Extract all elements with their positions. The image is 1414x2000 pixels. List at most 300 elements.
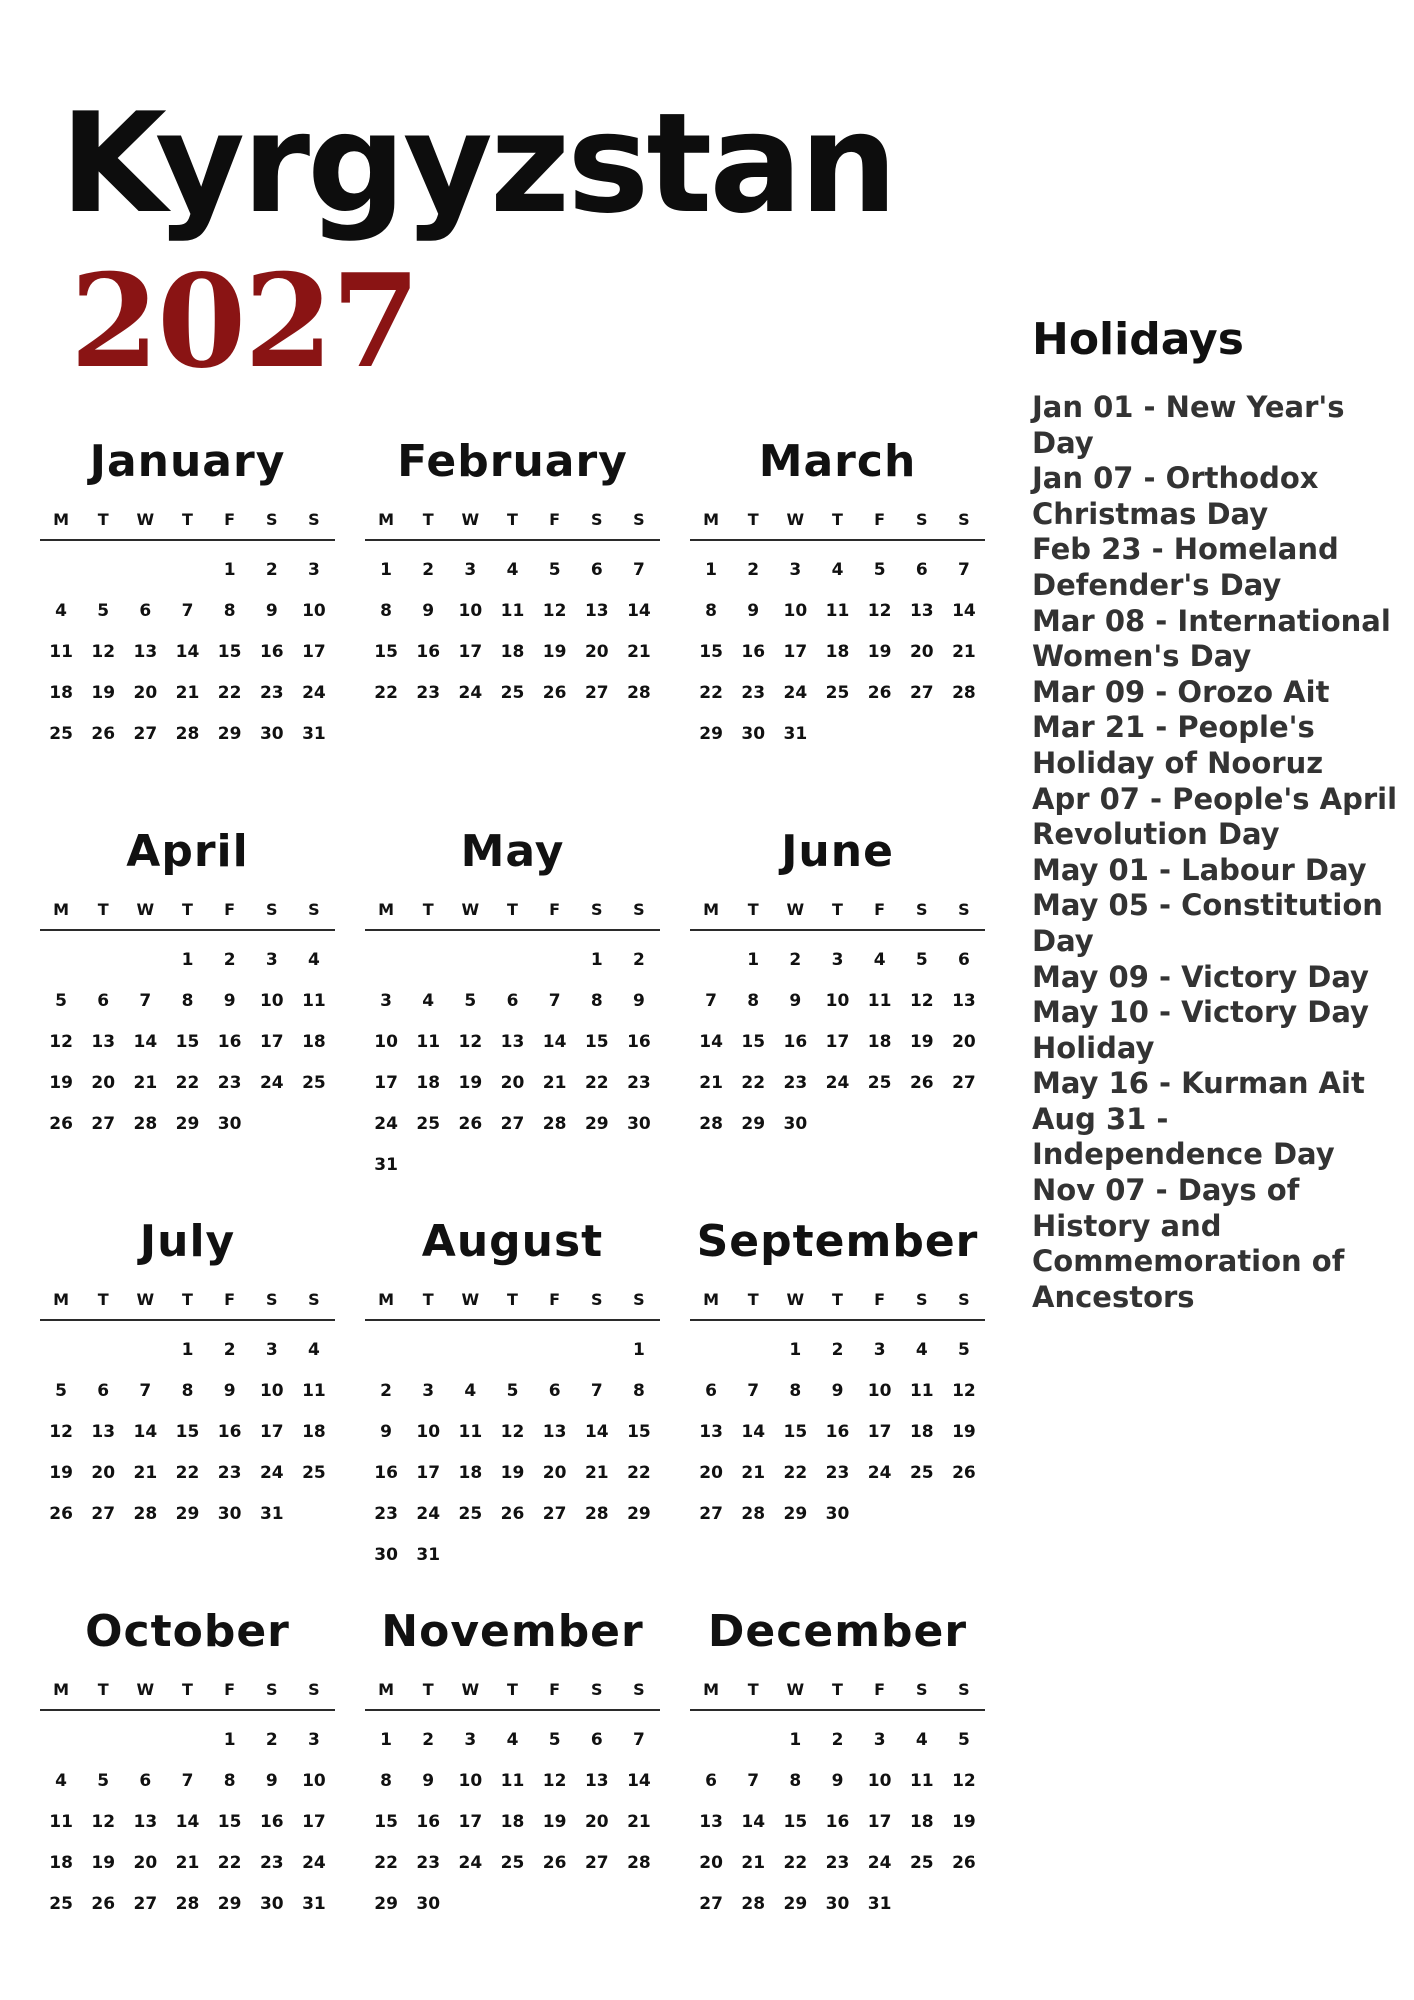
day-cell: 23 — [627, 1073, 651, 1093]
holiday-item: Jan 01 - New Year's Day — [1032, 390, 1345, 460]
day-cell: 1 — [632, 1340, 645, 1360]
day-cell: 17 — [259, 1032, 284, 1052]
day-cell: 20 — [952, 1032, 976, 1052]
empty-day-cell — [40, 550, 82, 591]
day-cell: 12 — [542, 601, 567, 621]
day-cell: 6 — [139, 601, 152, 621]
day-cell: 23 — [217, 1463, 242, 1483]
day-cell: 20 — [91, 1463, 116, 1483]
day-cell: 15 — [374, 1812, 398, 1832]
day-cell: 22 — [217, 683, 242, 703]
weekday-header-row — [365, 900, 660, 931]
day-cell: 3 — [265, 950, 278, 970]
day-cell: 14 — [175, 1812, 200, 1832]
day-cell: 26 — [49, 1504, 73, 1524]
day-cell: 14 — [133, 1032, 158, 1052]
day-cell: 20 — [584, 1812, 609, 1832]
day-cell: 13 — [133, 642, 158, 662]
day-cell: 17 — [458, 1812, 483, 1832]
weekday-header: T — [507, 510, 518, 529]
day-cell: 6 — [590, 1730, 603, 1750]
weekday-header: S — [266, 900, 278, 919]
day-cell: 4 — [873, 950, 886, 970]
weekday-header-row — [690, 1290, 985, 1321]
day-cell: 27 — [133, 724, 158, 744]
day-cell: 28 — [584, 1504, 609, 1524]
day-cell: 11 — [909, 1381, 934, 1401]
day-cell: 13 — [584, 1771, 609, 1791]
weekday-header: T — [422, 510, 434, 529]
day-cell: 2 — [422, 560, 435, 580]
day-cell: 15 — [584, 1032, 609, 1052]
weekday-header: M — [53, 900, 70, 919]
day-cell: 21 — [699, 1073, 723, 1093]
day-cell: 9 — [265, 1771, 278, 1791]
day-cell: 19 — [867, 642, 892, 662]
weekday-header: F — [224, 510, 236, 529]
day-cell: 10 — [783, 601, 808, 621]
holiday-item: Mar 21 - People's Holiday of Nooruz — [1032, 710, 1324, 780]
weekday-header: T — [507, 1290, 518, 1309]
day-cell: 10 — [867, 1381, 892, 1401]
weekday-header: S — [308, 510, 320, 529]
weekday-header: T — [182, 1680, 193, 1699]
day-cell: 22 — [783, 1853, 808, 1873]
day-cell: 7 — [632, 560, 645, 580]
day-cell: 2 — [747, 560, 760, 580]
day-cell: 2 — [380, 1381, 392, 1401]
empty-day-cell — [534, 940, 576, 981]
weekday-header: S — [958, 1680, 970, 1699]
day-cell: 8 — [747, 991, 760, 1011]
day-cell: 31 — [259, 1504, 284, 1524]
day-cell: 3 — [380, 991, 392, 1011]
weekday-header: W — [461, 510, 480, 529]
day-cell: 17 — [302, 642, 326, 662]
day-cell: 27 — [91, 1114, 116, 1134]
weekday-header: W — [786, 900, 805, 919]
day-cell: 17 — [302, 1812, 326, 1832]
empty-day-cell — [124, 1720, 166, 1761]
day-cell: 18 — [867, 1032, 892, 1052]
weekday-header: T — [507, 900, 518, 919]
day-cell: 6 — [506, 991, 519, 1011]
day-cell: 4 — [506, 560, 519, 580]
day-cell: 27 — [91, 1504, 116, 1524]
month-name: May — [460, 826, 565, 877]
empty-day-cell — [124, 940, 166, 981]
day-cell: 1 — [789, 1340, 802, 1360]
day-cell: 3 — [307, 560, 320, 580]
day-cell: 18 — [825, 642, 850, 662]
day-cell: 5 — [957, 1340, 970, 1360]
holiday-item: Apr 07 - People's April Revolution Day — [1032, 781, 1398, 852]
weekday-header: S — [958, 1290, 970, 1309]
day-cell: 7 — [957, 560, 970, 580]
day-cell: 1 — [789, 1730, 802, 1750]
day-cell: 7 — [747, 1381, 760, 1401]
empty-day-cell — [534, 1330, 576, 1371]
day-cell: 25 — [909, 1463, 934, 1483]
holiday-item: May 01 - Labour Day — [1032, 852, 1367, 887]
day-cell: 29 — [783, 1504, 808, 1524]
day-cell: 10 — [867, 1771, 892, 1791]
day-cell: 6 — [915, 560, 928, 580]
weekday-header: S — [308, 900, 320, 919]
day-cell: 20 — [699, 1853, 723, 1873]
day-cell: 11 — [825, 601, 850, 621]
day-cell: 26 — [500, 1504, 525, 1524]
day-cell: 24 — [259, 1073, 284, 1093]
day-cell: 1 — [590, 950, 603, 970]
day-cell: 14 — [175, 642, 200, 662]
day-cell: 25 — [302, 1073, 326, 1093]
day-cell: 12 — [49, 1032, 73, 1052]
day-cell: 5 — [506, 1381, 519, 1401]
empty-day-cell — [82, 1720, 124, 1761]
weekday-header: F — [874, 1290, 886, 1309]
weekday-header-row — [690, 1680, 985, 1711]
weekday-header: W — [461, 1680, 480, 1699]
day-cell: 22 — [783, 1463, 808, 1483]
day-cell: 28 — [133, 1114, 158, 1134]
day-cell: 12 — [867, 601, 892, 621]
day-cell: 7 — [747, 1771, 760, 1791]
day-cell: 9 — [380, 1422, 392, 1442]
day-cell: 25 — [500, 1853, 525, 1873]
day-cell: 25 — [458, 1504, 483, 1524]
weekday-header: F — [874, 900, 886, 919]
weekday-header: W — [786, 1680, 805, 1699]
weekday-header: F — [549, 510, 561, 529]
day-cell: 26 — [91, 1894, 116, 1914]
day-cell: 17 — [374, 1073, 398, 1093]
empty-day-cell — [166, 1720, 208, 1761]
day-cell: 28 — [133, 1504, 158, 1524]
day-cell: 26 — [542, 1853, 567, 1873]
weekday-header: T — [747, 1680, 759, 1699]
day-cell: 12 — [91, 1812, 116, 1832]
day-cell: 25 — [416, 1114, 441, 1134]
day-cell: 19 — [542, 1812, 567, 1832]
weekday-header: W — [786, 1290, 805, 1309]
day-cell: 8 — [223, 601, 236, 621]
holiday-item: Mar 09 - Orozo Ait — [1032, 674, 1330, 709]
month-september — [690, 1216, 985, 1610]
day-cell: 10 — [458, 601, 483, 621]
day-cell: 27 — [584, 683, 609, 703]
month-july — [40, 1216, 335, 1610]
weekday-header: T — [182, 1290, 193, 1309]
day-cell: 19 — [49, 1073, 73, 1093]
day-cell: 15 — [217, 1812, 242, 1832]
day-cell: 27 — [542, 1504, 567, 1524]
day-cell: 28 — [741, 1894, 766, 1914]
day-cell: 30 — [416, 1894, 441, 1914]
day-cell: 17 — [867, 1812, 892, 1832]
day-cell: 26 — [909, 1073, 934, 1093]
day-cell: 18 — [500, 1812, 525, 1832]
day-cell: 26 — [542, 683, 567, 703]
day-cell: 26 — [952, 1463, 976, 1483]
day-cell: 15 — [175, 1032, 200, 1052]
day-cell: 28 — [627, 683, 651, 703]
empty-day-cell — [449, 940, 491, 981]
weekday-header-row — [40, 510, 335, 541]
day-cell: 22 — [741, 1073, 766, 1093]
day-cell: 5 — [548, 1730, 561, 1750]
weekday-header: T — [97, 1680, 109, 1699]
day-cell: 6 — [548, 1381, 561, 1401]
weekday-header: S — [266, 1680, 278, 1699]
weekday-header: T — [832, 900, 843, 919]
page-title: Kyrgyzstan — [60, 83, 895, 244]
day-cell: 11 — [302, 991, 326, 1011]
day-cell: 12 — [542, 1771, 567, 1791]
day-cell: 14 — [627, 1771, 651, 1791]
weekday-header-row — [365, 1680, 660, 1711]
day-cell: 26 — [458, 1114, 483, 1134]
weekday-header: S — [633, 900, 645, 919]
day-cell: 13 — [133, 1812, 158, 1832]
day-grid — [690, 1720, 985, 1925]
day-cell: 18 — [416, 1073, 441, 1093]
year-label: 2027 — [70, 247, 419, 397]
day-cell: 9 — [789, 991, 802, 1011]
day-cell: 4 — [55, 601, 67, 621]
day-cell: 28 — [627, 1853, 651, 1873]
empty-day-cell — [690, 1720, 732, 1761]
day-cell: 1 — [747, 950, 760, 970]
weekday-header: T — [182, 510, 193, 529]
day-cell: 16 — [416, 642, 441, 662]
day-cell: 2 — [422, 1730, 435, 1750]
weekday-header: T — [182, 900, 193, 919]
day-cell: 25 — [49, 1894, 73, 1914]
day-grid — [690, 940, 985, 1145]
empty-day-cell — [40, 940, 82, 981]
day-cell: 25 — [49, 724, 73, 744]
day-cell: 25 — [825, 683, 850, 703]
holidays-title: Holidays — [1032, 314, 1244, 365]
empty-day-cell — [365, 1330, 407, 1371]
day-cell: 16 — [825, 1812, 850, 1832]
day-cell: 13 — [91, 1032, 116, 1052]
month-march — [690, 436, 985, 830]
weekday-header: F — [224, 1680, 236, 1699]
weekday-header: W — [136, 900, 155, 919]
day-cell: 14 — [952, 601, 976, 621]
day-cell: 6 — [705, 1771, 717, 1791]
day-cell: 31 — [416, 1545, 441, 1565]
day-cell: 25 — [500, 683, 525, 703]
day-cell: 10 — [302, 1771, 326, 1791]
empty-day-cell — [491, 940, 533, 981]
day-cell: 30 — [783, 1114, 808, 1134]
month-december — [690, 1606, 985, 2000]
day-cell: 24 — [867, 1463, 892, 1483]
day-cell: 4 — [831, 560, 844, 580]
empty-day-cell — [576, 1330, 618, 1371]
month-name: March — [758, 436, 917, 487]
day-cell: 20 — [699, 1463, 723, 1483]
day-cell: 9 — [632, 991, 645, 1011]
holiday-list — [1032, 390, 1402, 1315]
empty-day-cell — [407, 1330, 449, 1371]
month-name: December — [707, 1606, 968, 1657]
month-name: April — [126, 826, 249, 877]
weekday-header: S — [916, 1290, 928, 1309]
day-cell: 17 — [259, 1422, 284, 1442]
day-cell: 15 — [217, 642, 242, 662]
day-cell: 19 — [500, 1463, 525, 1483]
day-cell: 14 — [542, 1032, 567, 1052]
day-cell: 7 — [139, 991, 152, 1011]
day-cell: 12 — [500, 1422, 525, 1442]
day-cell: 29 — [783, 1894, 808, 1914]
day-cell: 20 — [542, 1463, 567, 1483]
month-april — [40, 826, 335, 1220]
day-grid — [40, 1330, 335, 1535]
day-cell: 30 — [825, 1504, 850, 1524]
day-cell: 26 — [91, 724, 116, 744]
day-cell: 19 — [91, 683, 116, 703]
day-cell: 3 — [873, 1730, 886, 1750]
day-cell: 11 — [416, 1032, 441, 1052]
day-cell: 30 — [374, 1545, 398, 1565]
day-cell: 19 — [49, 1463, 73, 1483]
day-cell: 11 — [302, 1381, 326, 1401]
day-cell: 19 — [952, 1812, 976, 1832]
day-cell: 5 — [97, 601, 110, 621]
day-cell: 17 — [416, 1463, 441, 1483]
day-cell: 30 — [825, 1894, 850, 1914]
day-cell: 21 — [542, 1073, 567, 1093]
day-cell: 26 — [49, 1114, 73, 1134]
weekday-header: S — [958, 510, 970, 529]
day-cell: 13 — [542, 1422, 567, 1442]
empty-day-cell — [449, 1330, 491, 1371]
weekday-header: M — [378, 1290, 395, 1309]
day-cell: 18 — [500, 642, 525, 662]
weekday-header: T — [97, 510, 109, 529]
weekday-header: T — [747, 1290, 759, 1309]
day-cell: 13 — [584, 601, 609, 621]
empty-day-cell — [365, 940, 407, 981]
day-cell: 13 — [909, 601, 934, 621]
day-cell: 21 — [584, 1463, 609, 1483]
day-cell: 29 — [627, 1504, 651, 1524]
day-cell: 16 — [627, 1032, 651, 1052]
day-cell: 10 — [825, 991, 850, 1011]
day-cell: 29 — [699, 724, 723, 744]
day-cell: 19 — [952, 1422, 976, 1442]
empty-day-cell — [82, 1330, 124, 1371]
day-cell: 9 — [747, 601, 760, 621]
day-cell: 30 — [217, 1504, 242, 1524]
weekday-header: M — [378, 1680, 395, 1699]
weekday-header: F — [874, 1680, 886, 1699]
months-grid — [40, 436, 995, 2000]
weekday-header: S — [591, 1680, 603, 1699]
day-cell: 7 — [181, 601, 194, 621]
month-name: November — [381, 1606, 644, 1657]
day-cell: 30 — [217, 1114, 242, 1134]
weekday-header: W — [461, 1290, 480, 1309]
empty-day-cell — [491, 1330, 533, 1371]
day-cell: 21 — [175, 683, 200, 703]
day-cell: 15 — [783, 1812, 808, 1832]
day-cell: 10 — [302, 601, 326, 621]
day-cell: 12 — [91, 642, 116, 662]
day-cell: 2 — [831, 1340, 844, 1360]
day-cell: 10 — [416, 1422, 441, 1442]
empty-day-cell — [40, 1330, 82, 1371]
day-cell: 6 — [590, 560, 603, 580]
day-cell: 24 — [458, 1853, 483, 1873]
day-cell: 19 — [909, 1032, 934, 1052]
day-cell: 4 — [464, 1381, 477, 1401]
day-cell: 16 — [217, 1032, 242, 1052]
weekday-header: T — [422, 1680, 434, 1699]
day-cell: 28 — [952, 683, 976, 703]
day-cell: 16 — [825, 1422, 850, 1442]
day-cell: 8 — [590, 991, 603, 1011]
month-february — [365, 436, 660, 830]
day-cell: 3 — [789, 560, 802, 580]
day-cell: 24 — [825, 1073, 850, 1093]
weekday-header: T — [507, 1680, 518, 1699]
day-cell: 28 — [175, 1894, 200, 1914]
weekday-header: M — [703, 1680, 720, 1699]
day-cell: 17 — [825, 1032, 850, 1052]
day-cell: 24 — [374, 1114, 398, 1134]
day-cell: 31 — [302, 724, 326, 744]
day-cell: 1 — [380, 560, 392, 580]
day-cell: 10 — [374, 1032, 398, 1052]
day-cell: 23 — [416, 1853, 441, 1873]
day-cell: 22 — [374, 683, 398, 703]
day-cell: 11 — [909, 1771, 934, 1791]
day-cell: 4 — [915, 1340, 928, 1360]
day-cell: 6 — [705, 1381, 717, 1401]
weekday-header: F — [224, 1290, 236, 1309]
day-cell: 6 — [97, 991, 110, 1011]
day-cell: 11 — [49, 1812, 73, 1832]
day-cell: 29 — [584, 1114, 609, 1134]
day-cell: 18 — [458, 1463, 483, 1483]
weekday-header: T — [422, 900, 434, 919]
day-cell: 27 — [699, 1894, 723, 1914]
day-cell: 22 — [175, 1463, 200, 1483]
day-cell: 19 — [91, 1853, 116, 1873]
day-cell: 28 — [542, 1114, 567, 1134]
day-cell: 2 — [831, 1730, 844, 1750]
day-cell: 13 — [699, 1422, 723, 1442]
day-cell: 26 — [867, 683, 892, 703]
day-cell: 8 — [181, 991, 194, 1011]
empty-day-cell — [166, 550, 208, 591]
day-cell: 27 — [699, 1504, 723, 1524]
weekday-header-row — [40, 1290, 335, 1321]
day-cell: 15 — [627, 1422, 651, 1442]
day-cell: 21 — [175, 1853, 200, 1873]
weekday-header-row — [690, 510, 985, 541]
day-cell: 21 — [133, 1463, 158, 1483]
day-cell: 17 — [783, 642, 808, 662]
month-may — [365, 826, 660, 1220]
day-cell: 12 — [458, 1032, 483, 1052]
